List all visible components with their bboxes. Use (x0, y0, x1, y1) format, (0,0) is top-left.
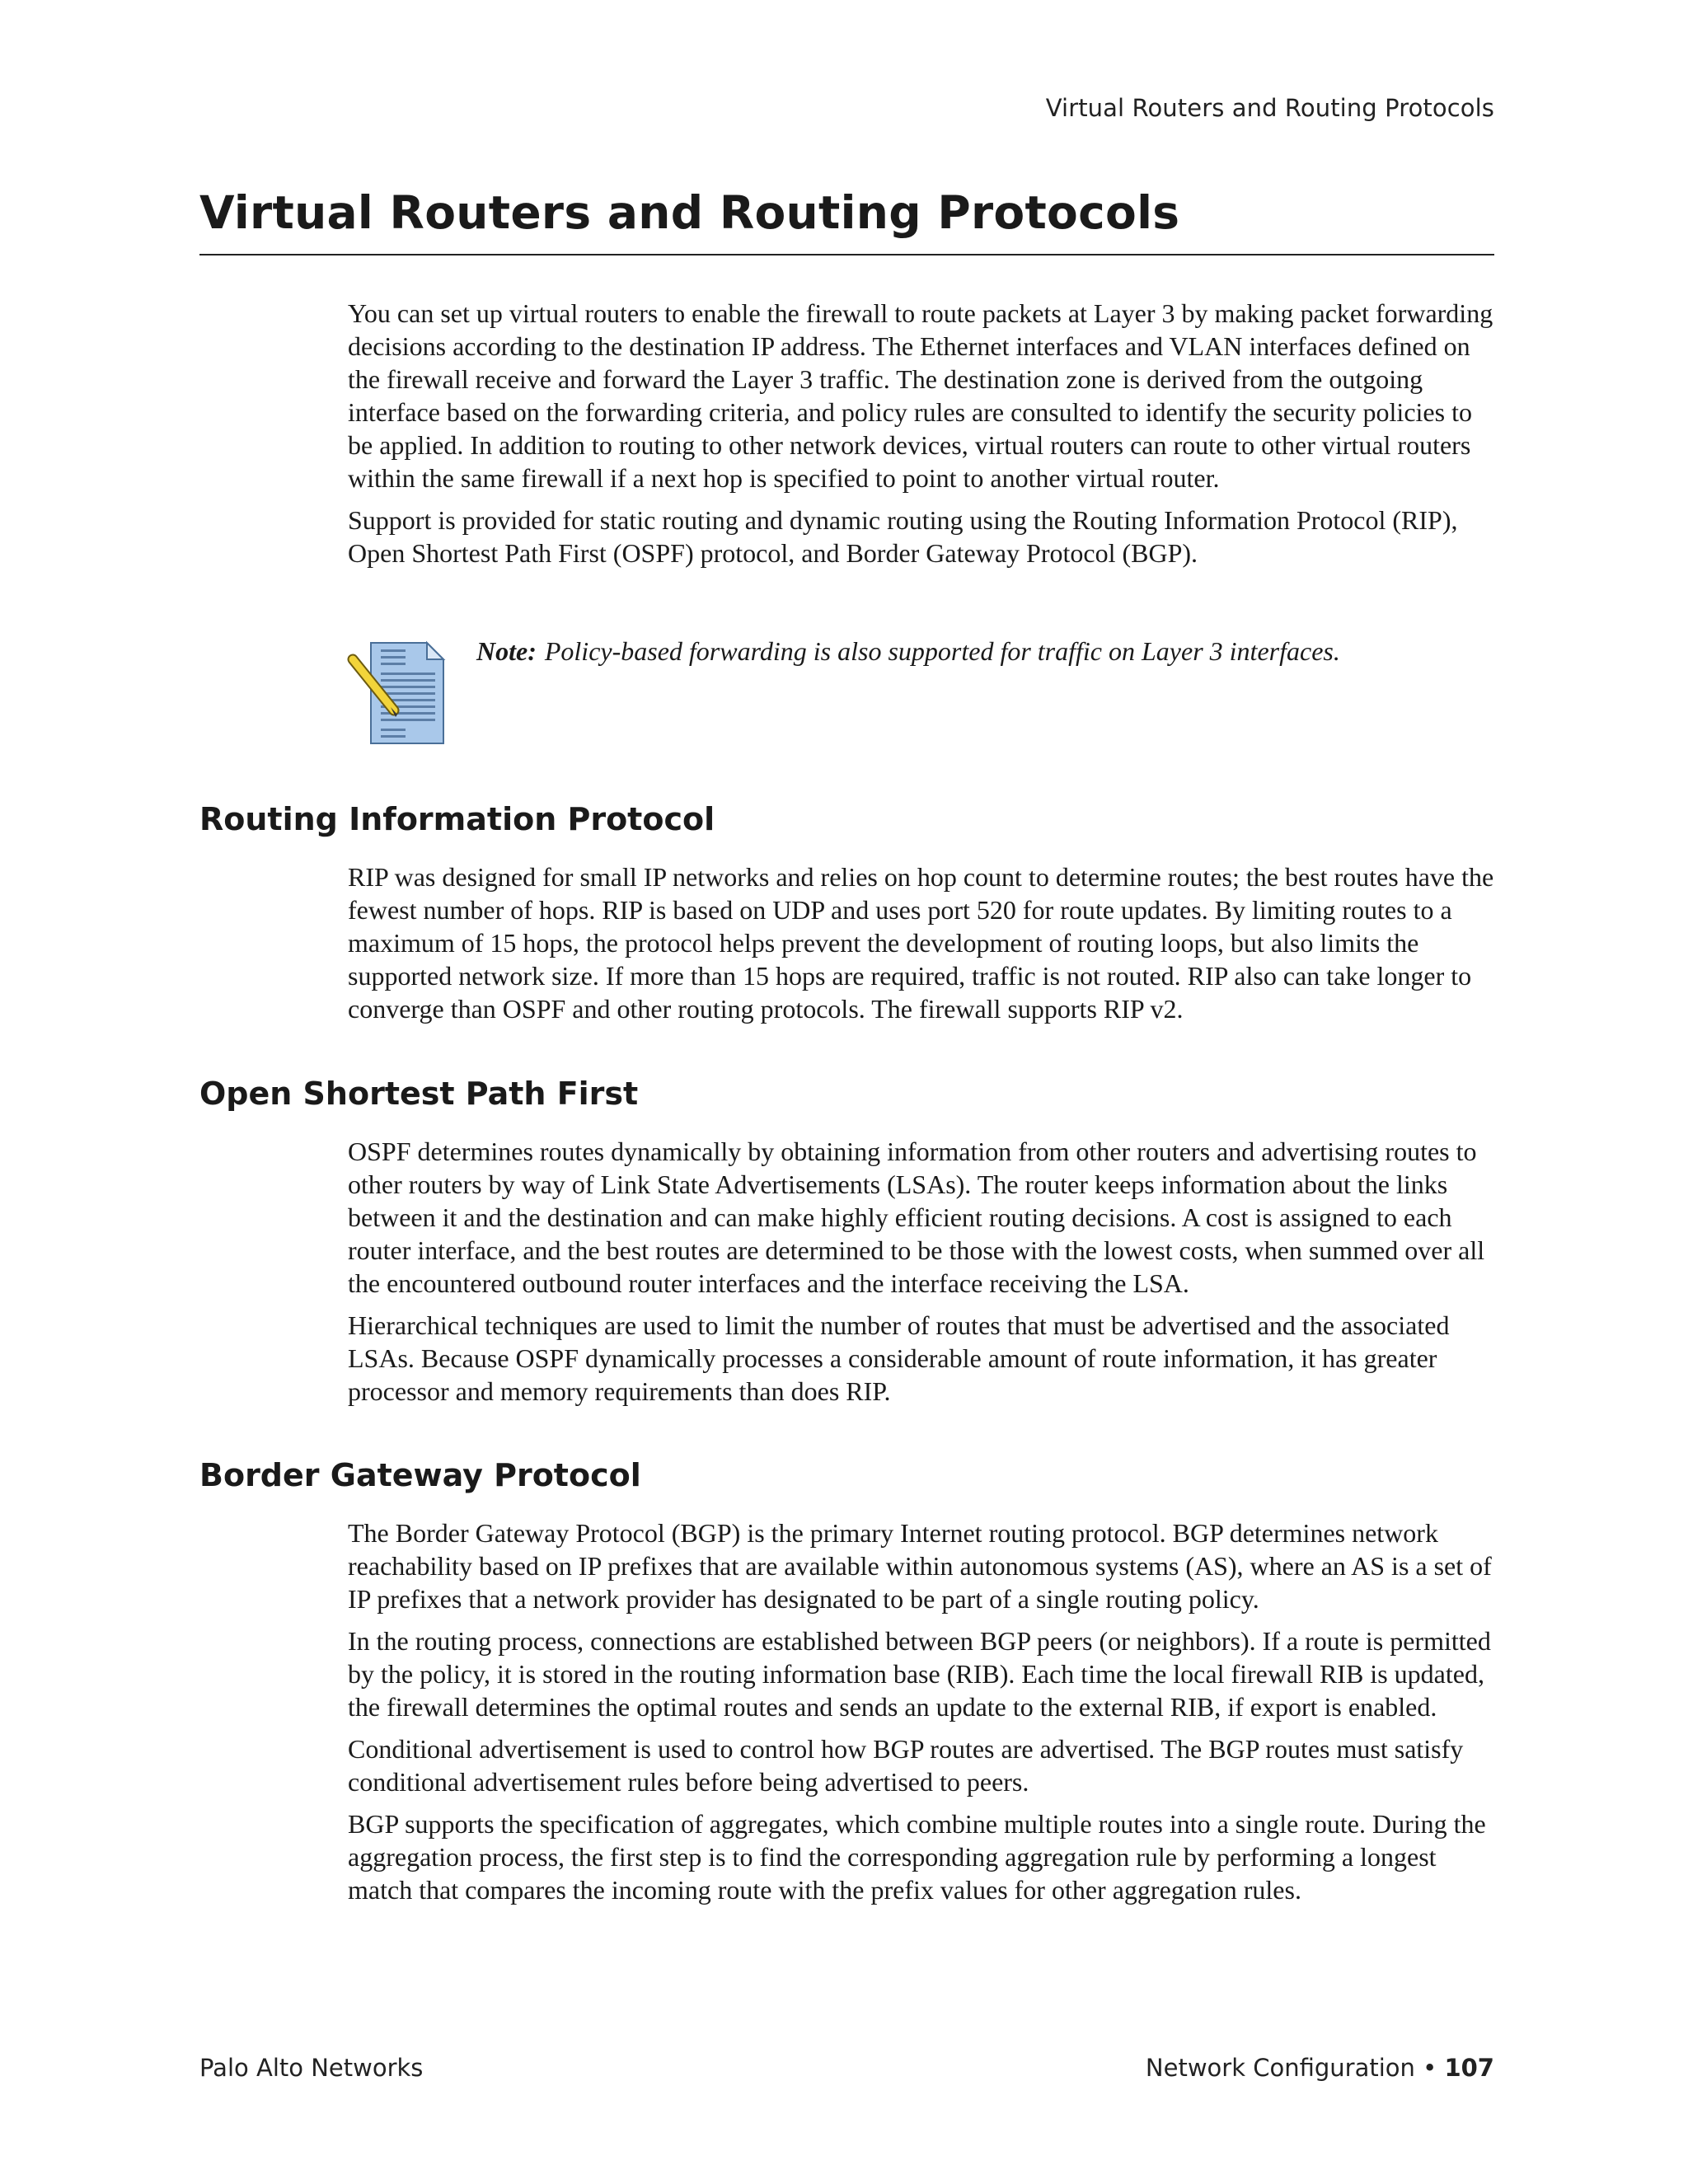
page-title: Virtual Routers and Routing Protocols (199, 186, 1494, 255)
bgp-paragraph: In the routing process, connections are established between BGP peers (or neighbors). If a route is permitted by the policy, it is stored in the routing information base (RIB). Each time the local firewall RIB is updated, the firewall determines the optimal routes and sends an update to the external RIB, if export is enabled. (348, 1626, 1491, 1722)
rip-paragraph: RIP was designed for small IP networks and relies on hop count to determine routes; the best routes have the fewest number of hops. RIP is based on UDP and uses port 520 for route updates. By limiting routes to a maximum of 15 hops, the protocol helps prevent the development of routing loops, but also limits the supported network size. If more than 15 hops are required, traffic is not routed. RIP also can take longer to converge than OSPF and other routing protocols. The firewall supports RIP v2. (348, 862, 1494, 1024)
ospf-paragraph: OSPF determines routes dynamically by obtaining information from other routers and advertising routes to other routers by way of Link State Advertisements (LSAs). The router keeps information about the links between it and the destination and can make highly efficient routing decisions. A cost is assigned to each router interface, and the best routes are determined to be those with the lowest costs, when summed over all the encountered outbound router interfaces and the interface receiving the LSA. (348, 1137, 1485, 1298)
footer-page-info (1146, 2054, 1494, 2082)
intro-paragraph: Support is provided for static routing and dynamic routing using the Routing Information Protocol (RIP), Open Shortest Path First (OSPF) protocol, and Border Gateway Protocol (BGP). (348, 505, 1458, 568)
note-text (476, 635, 1507, 668)
note-body: Policy-based forwarding is also supported for traffic on Layer 3 interfaces. (544, 636, 1340, 666)
footer-company: Palo Alto Networks (199, 2054, 424, 2082)
intro-paragraph: You can set up virtual routers to enable the firewall to route packets at Layer 3 by making packet forwarding decisions according to the destination IP address. The Ethernet interfaces and VLAN interfaces defined on the firewall receive and forward the Layer 3 traffic. The destination zone is derived from the outgoing interface based on the forwarding criteria, and policy rules are consulted to identify the security policies to be applied. In addition to routing to other network devices, virtual routers can route to other virtual routers within the same firewall if a next hop is specified to point to another virtual router. (348, 298, 1493, 493)
ospf-paragraph: Hierarchical techniques are used to limit the number of routes that must be advertised and the associated LSAs. Because OSPF dynamically processes a considerable amount of route information, it has greater processor and memory requirements than does RIP. (348, 1310, 1450, 1406)
section-heading-ospf: Open Shortest Path First (199, 1076, 639, 1112)
bgp-paragraph: Conditional advertisement is used to control how BGP routes are advertised. The BGP routes must satisfy conditional advertisement rules before being advertised to peers. (348, 1734, 1464, 1797)
section-heading-bgp: Border Gateway Protocol (199, 1457, 641, 1493)
bgp-paragraph: The Border Gateway Protocol (BGP) is the primary Internet routing protocol. BGP determines network reachability based on IP prefixes that are available within autonomous systems (AS), where an AS is a set of IP prefixes that a network provider has designated to be part of a single routing policy. (348, 1518, 1492, 1614)
intro-section (348, 297, 1502, 579)
footer-section: Network Configuration (1145, 2054, 1415, 2082)
footer-separator: • (1423, 2054, 1437, 2082)
section-bgp (348, 1516, 1502, 1915)
section-rip (348, 860, 1502, 1034)
section-ospf (348, 1135, 1502, 1417)
running-header: Virtual Routers and Routing Protocols (1045, 94, 1494, 122)
bgp-paragraph: BGP supports the specification of aggregates, which combine multiple routes into a single route. During the aggregation process, the first step is to find the corresponding aggregation rule by performing a longest match that compares the incoming route with the prefix values for other aggregation rules. (348, 1809, 1486, 1905)
section-heading-rip: Routing Information Protocol (199, 801, 715, 837)
note-label: Note: (476, 636, 537, 666)
note-pencil-icon (346, 636, 462, 748)
page-number: 107 (1444, 2054, 1494, 2082)
